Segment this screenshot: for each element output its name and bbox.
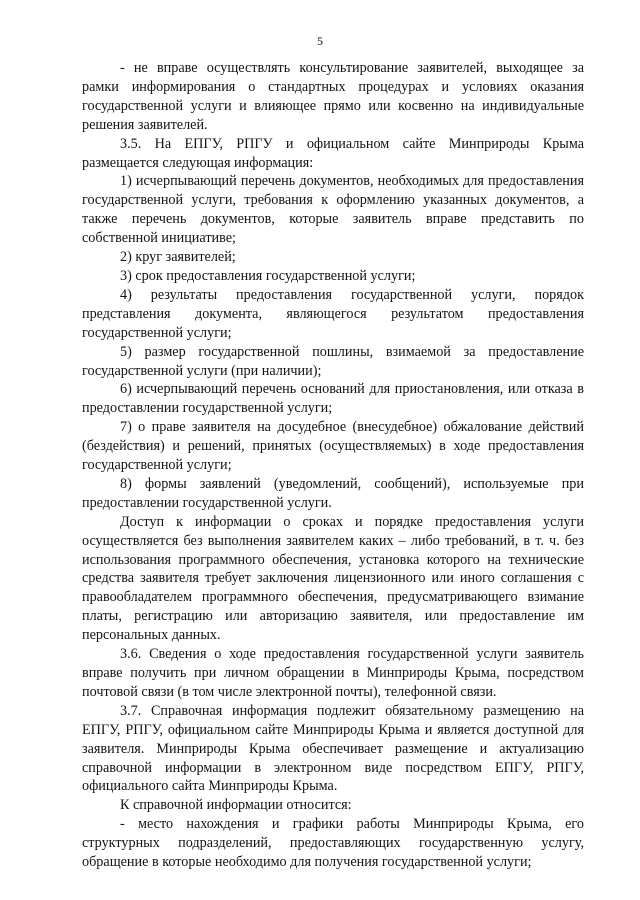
list-item-6: 6) исчерпывающий перечень оснований для приостановления, или отказа в предоставлении государственной услуги; [82,381,584,417]
list-item-2: 2) круг заявителей; [120,249,236,266]
list-item-8: 8) формы заявлений (уведомлений, сообщений), используемые при предоставлении государственной услуги. [82,475,584,511]
paragraph-consulting-restriction: - не вправе осуществлять консультирование заявителей, выходящее за рамки информирования о стандартных процедурах и условиях оказания государственной услуги и влияющее прямо или косвенно на индивидуальные решения заявителей. [82,60,584,133]
paragraph-3-5-heading: 3.5. На ЕПГУ, РПГУ и официальном сайте Минприроды Крыма размещается следующая информация: [82,135,584,171]
paragraph-location-schedule: - место нахождения и графики работы Минприроды Крыма, его структурных подразделений, предоставляющих государственную услугу, обращение в которые необходимо для получения государственной услуги; [82,816,584,871]
paragraph-3-6: 3.6. Сведения о ходе предоставления государственной услуги заявитель вправе получить при личном обращении в Минприроды Крыма, посредством почтовой связи (в том числе электронной почты), телефонной связи. [82,646,584,700]
list-item-4: 4) результаты предоставления государственной услуги, порядок представления документа, являющегося результатом предоставления государственной услуги; [82,286,584,341]
list-item-1: 1) исчерпывающий перечень документов, необходимых для предоставления государственной услуги, требования к оформлению указанных документов, а также перечень документов, которые заявитель вправе представить по собственной инициативе; [82,173,584,247]
list-item-5: 5) размер государственной пошлины, взимаемой за предоставление государственной услуги (при наличии); [82,343,584,379]
paragraph-access-info: Доступ к информации о сроках и порядке предоставления услуги осуществляется без выполнения заявителем каких – либо требований, в т. ч. без использования программного обеспечения, установка которого на технические средства заявителя требует заключения лицензионного или иного соглашения с правообладателем программного обеспечения, предусматривающего взимание платы, регистрацию или авторизацию заявителя, или предоставление им персональных данных. [82,513,584,644]
paragraph-reference-info-intro: К справочной информации относится: [120,797,352,814]
page-number: 5 [317,34,323,48]
list-item-7: 7) о праве заявителя на досудебное (внесудебное) обжалование действий (бездействия) и решений, принятых (осуществляемых) в ходе предоставления государственной услуги; [82,419,584,474]
list-item-3: 3) срок предоставления государственной услуги; [120,267,416,284]
paragraph-3-7: 3.7. Справочная информация подлежит обязательному размещению на ЕПГУ, РПГУ, официальном сайте Минприроды Крыма и является доступной для заявителя. Минприроды Крыма обеспечивает размещение и актуализацию справочной информации в электронном виде посредством ЕПГУ, РПГУ, официального сайта Минприроды Крыма. [82,702,584,795]
document-body [82,59,584,872]
